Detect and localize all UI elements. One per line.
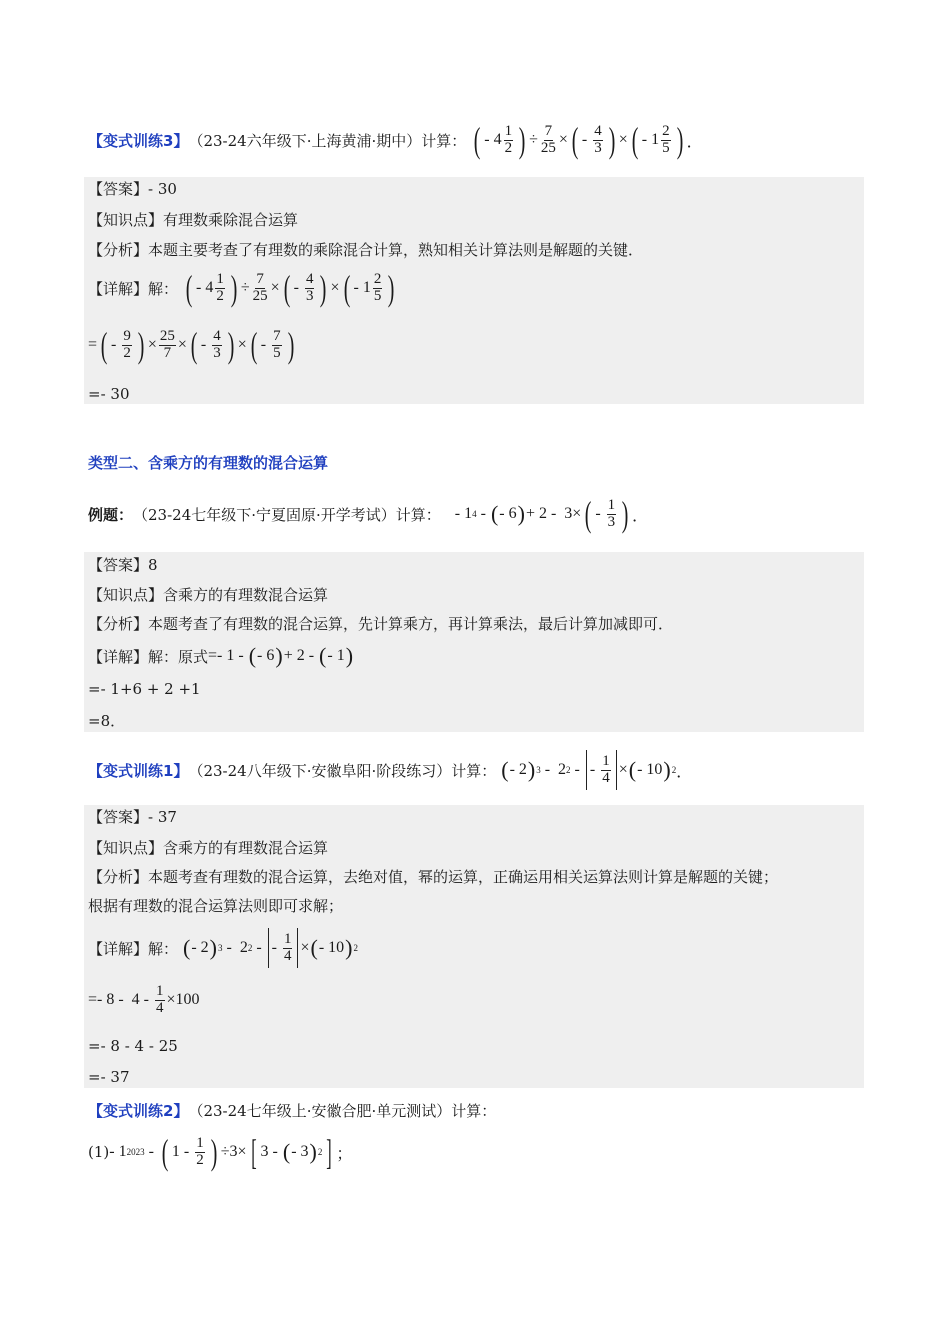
v1-expression: ( - 2 ) 3 - 2 2 - - $\frac{1}{4}$ × ( - 10 ) 2 ． <box>500 750 692 790</box>
example-step2: =- 1+6 + 2 +1 <box>88 680 201 698</box>
v3-analysis: 【分析】本题主要考查了有理数的乘除混合计算，熟知相关计算法则是解题的关键． <box>88 241 644 259</box>
example-knowledge: 【知识点】含乘方的有理数混合运算 <box>88 586 329 604</box>
example-detail <box>88 645 354 667</box>
v2-question <box>88 1100 496 1121</box>
v1-label: 【变式训练1】 <box>88 761 189 780</box>
v1-analysis-2: 根据有理数的混合运算法则即可求解； <box>88 897 344 915</box>
v1-detail-label: 【详解】解： <box>88 939 179 958</box>
v3-source: （23-24六年级下·上海黄浦·期中）计算： <box>188 131 467 150</box>
example-analysis: 【分析】本题考查了有理数的混合运算，先计算乘方，再计算乘法，最后计算加减即可． <box>88 615 674 633</box>
v1-result: =- 37 <box>88 1068 130 1086</box>
v2-item-1-expression: - 1 2023 - ( 1 - $\frac{1}{2}$ ) ÷3× [ 3 - ( - 3 ) 2 ] ； <box>109 1132 353 1172</box>
example-detail-expression: =- 1 - ( - 6 ) + 2 - ( - 1 ) <box>208 643 354 668</box>
v1-analysis-1: 【分析】本题考查有理数的混合运算，去绝对值，幂的运算，正确运用相关运算法则计算是解题的关键； <box>88 868 779 886</box>
v1-detail-expression: ( - 2 ) 3 - 2 2 - - $\frac{1}{4}$ × ( - 10 ) 2 <box>182 928 358 968</box>
v3-answer: 【答案】- 30 <box>88 180 177 198</box>
v3-detail <box>88 270 398 306</box>
v3-result: =- 30 <box>88 385 130 403</box>
example-label: 例题： <box>88 505 134 524</box>
v3-question <box>88 122 703 158</box>
v3-detail-label: 【详解】解： <box>88 279 179 298</box>
v1-source: （23-24八年级下·安徽阜阳·阶段练习）计算： <box>188 761 497 780</box>
v3-knowledge: 【知识点】有理数乘除混合运算 <box>88 211 299 229</box>
v2-item-1-label: (1) <box>88 1143 110 1161</box>
example-question <box>88 496 648 532</box>
v2-label: 【变式训练2】 <box>88 1102 189 1120</box>
v1-knowledge: 【知识点】含乘方的有理数混合运算 <box>88 839 329 857</box>
v3-label: 【变式训练3】 <box>88 131 189 150</box>
example-detail-label: 【详解】解：原式 <box>88 647 209 666</box>
v1-step2-expression: =- 8 - 4 - $\frac{1}{4}$ ×100 <box>88 983 200 1016</box>
v1-question <box>88 750 692 790</box>
v3-step2-expression: = ( - $\frac{9}{2}$ ) × $\frac{25}{7}$ × ( - $\frac{4}{3}$ ) × ( - $\frac{7}{5}$ ) <box>88 325 294 365</box>
example-expression: - 1 4 - ( - 6 ) + 2 - 3× ( - $\frac{1}{3}$ ) ． <box>454 494 649 534</box>
v1-answer: 【答案】- 37 <box>88 808 177 826</box>
example-answer: 【答案】8 <box>88 556 158 574</box>
v1-detail <box>88 928 358 968</box>
v3-step2 <box>88 327 298 363</box>
example-solution-box <box>84 552 864 732</box>
v2-source: （23-24七年级上·安徽合肥·单元测试）计算： <box>188 1102 497 1120</box>
example-source: （23-24七年级下·宁夏固原·开学考试）计算： <box>133 505 441 524</box>
v3-detail-expression: ( - 4 $\frac{1}{2}$ ) ÷ $\frac{7}{25}$ × ( - $\frac{4}{3}$ ) × ( - 1 $\frac{2}{5}$ ) <box>185 268 395 308</box>
v2-item-1 <box>88 1134 352 1170</box>
type2-heading: 类型二、含乘方的有理数的混合运算 <box>88 454 329 472</box>
v3-expression: ( - 4 $\frac{1}{2}$ ) ÷ $\frac{7}{25}$ × ( - $\frac{4}{3}$ ) × ( - 1 $\frac{2}{5}$ ) ． <box>473 120 703 160</box>
v1-step2 <box>88 984 200 1017</box>
example-step3: =8． <box>88 712 126 730</box>
v1-step3: =- 8 - 4 - 25 <box>88 1037 178 1055</box>
